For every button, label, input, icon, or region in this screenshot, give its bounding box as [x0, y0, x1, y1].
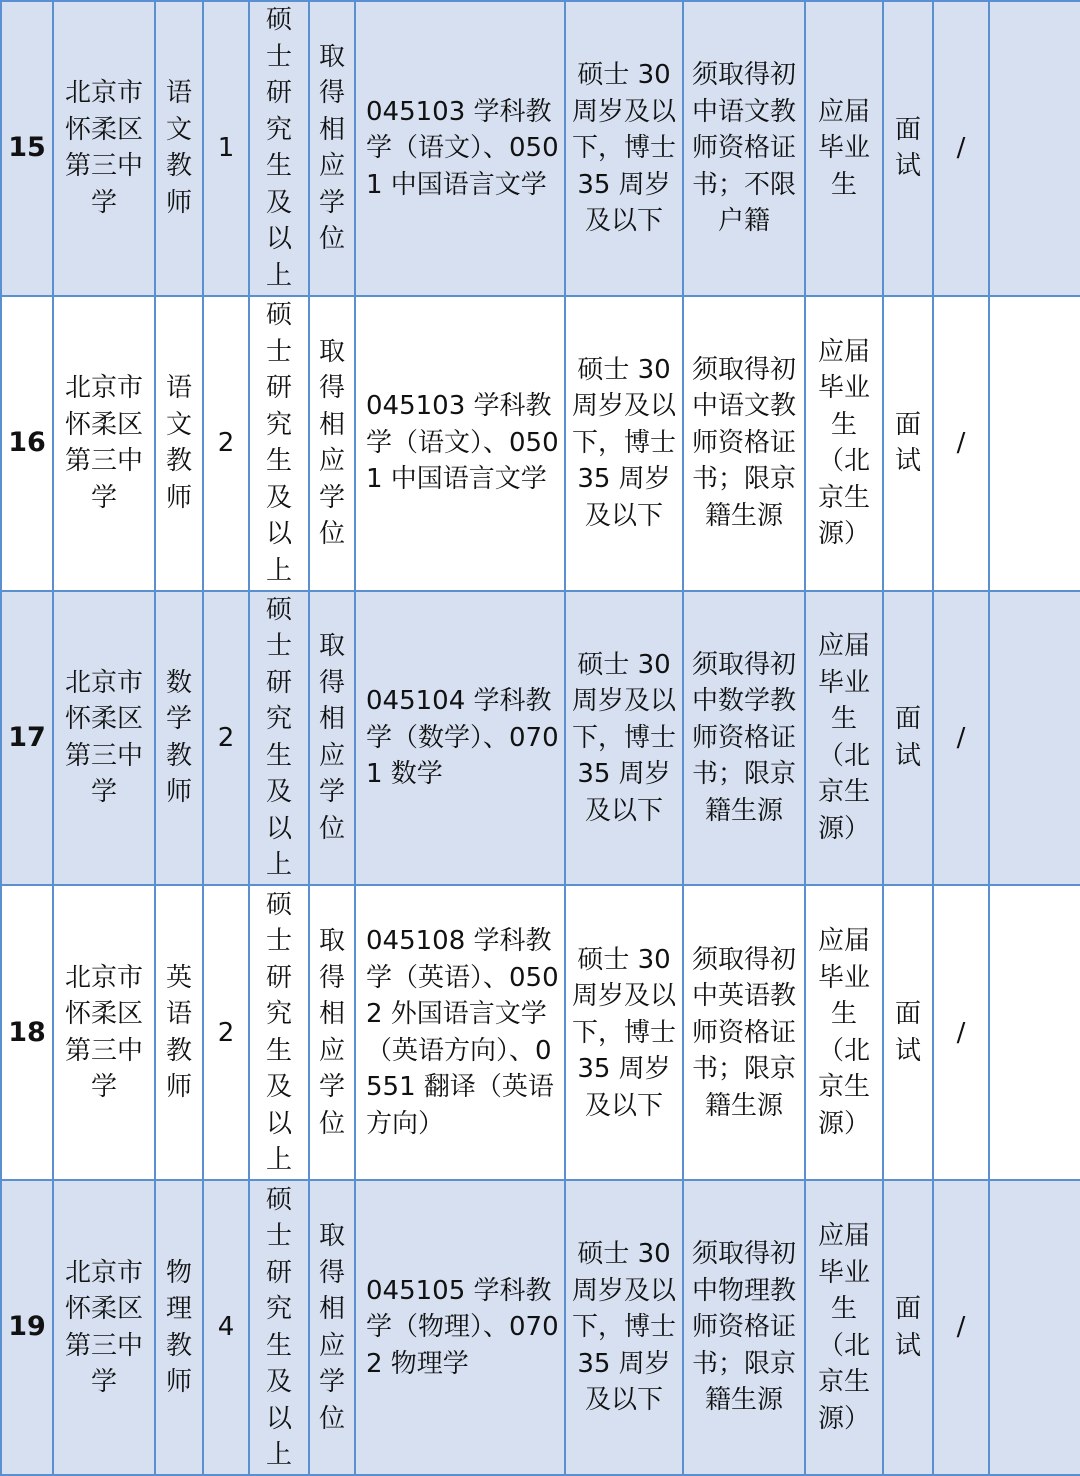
degree-requirement: 取得相应学位: [309, 885, 355, 1180]
row-number: 17: [1, 591, 53, 886]
age-requirement: 硕士 30 周岁及以下，博士 35 周岁及以下: [565, 885, 683, 1180]
position-name: 英语教师: [155, 885, 203, 1180]
major-requirement: 045105 学科教学（物理）、0702 物理学: [355, 1180, 565, 1475]
major-requirement: 045104 学科教学（数学）、0701 数学: [355, 591, 565, 886]
exam-method: 面试: [883, 885, 933, 1180]
education-requirement: 硕士研究生及以上: [249, 1, 309, 296]
hiring-count: 2: [203, 591, 249, 886]
position-name: 物理教师: [155, 1180, 203, 1475]
row-number: 15: [1, 1, 53, 296]
hiring-count: 2: [203, 885, 249, 1180]
degree-requirement: 取得相应学位: [309, 296, 355, 591]
note: /: [933, 1, 989, 296]
table-row: [1, 591, 1080, 886]
education-requirement: 硕士研究生及以上: [249, 885, 309, 1180]
target-applicants: 应届毕业生（北京生源）: [805, 1180, 883, 1475]
education-requirement: 硕士研究生及以上: [249, 296, 309, 591]
degree-requirement: 取得相应学位: [309, 1180, 355, 1475]
target-applicants: 应届毕业生（北京生源）: [805, 296, 883, 591]
table-row: [1, 296, 1080, 591]
other-requirement: 须取得初中英语教师资格证书；限京籍生源: [683, 885, 805, 1180]
note: /: [933, 885, 989, 1180]
note: /: [933, 296, 989, 591]
employer-unit: 北京市怀柔区第三中学: [53, 1180, 155, 1475]
note: /: [933, 591, 989, 886]
exam-method: 面试: [883, 1, 933, 296]
other-requirement: 须取得初中语文教师资格证书；不限户籍: [683, 1, 805, 296]
position-name: 语文教师: [155, 296, 203, 591]
other-requirement: 须取得初中物理教师资格证书；限京籍生源: [683, 1180, 805, 1475]
target-applicants: 应届毕业生（北京生源）: [805, 591, 883, 886]
row-number: 16: [1, 296, 53, 591]
hiring-count: 1: [203, 1, 249, 296]
age-requirement: 硕士 30 周岁及以下，博士 35 周岁及以下: [565, 1, 683, 296]
education-requirement: 硕士研究生及以上: [249, 591, 309, 886]
row-number: 18: [1, 885, 53, 1180]
table-row: [1, 1, 1080, 296]
empty-cell: [989, 1, 1080, 296]
target-applicants: 应届毕业生: [805, 1, 883, 296]
empty-cell: [989, 296, 1080, 591]
major-requirement: 045108 学科教学（英语）、0502 外国语言文学（英语方向）、0551 翻译（英语方向）: [355, 885, 565, 1180]
empty-cell: [989, 1180, 1080, 1475]
position-name: 语文教师: [155, 1, 203, 296]
employer-unit: 北京市怀柔区第三中学: [53, 296, 155, 591]
table-row: [1, 1180, 1080, 1475]
degree-requirement: 取得相应学位: [309, 1, 355, 296]
major-requirement: 045103 学科教学（语文）、0501 中国语言文学: [355, 296, 565, 591]
age-requirement: 硕士 30 周岁及以下，博士 35 周岁及以下: [565, 296, 683, 591]
hiring-count: 2: [203, 296, 249, 591]
education-requirement: 硕士研究生及以上: [249, 1180, 309, 1475]
other-requirement: 须取得初中语文教师资格证书；限京籍生源: [683, 296, 805, 591]
exam-method: 面试: [883, 1180, 933, 1475]
employer-unit: 北京市怀柔区第三中学: [53, 1, 155, 296]
table-row: [1, 885, 1080, 1180]
other-requirement: 须取得初中数学教师资格证书；限京籍生源: [683, 591, 805, 886]
exam-method: 面试: [883, 296, 933, 591]
note: /: [933, 1180, 989, 1475]
empty-cell: [989, 885, 1080, 1180]
position-name: 数学教师: [155, 591, 203, 886]
age-requirement: 硕士 30 周岁及以下，博士 35 周岁及以下: [565, 591, 683, 886]
employer-unit: 北京市怀柔区第三中学: [53, 591, 155, 886]
degree-requirement: 取得相应学位: [309, 591, 355, 886]
empty-cell: [989, 591, 1080, 886]
target-applicants: 应届毕业生（北京生源）: [805, 885, 883, 1180]
major-requirement: 045103 学科教学（语文）、0501 中国语言文学: [355, 1, 565, 296]
employer-unit: 北京市怀柔区第三中学: [53, 885, 155, 1180]
exam-method: 面试: [883, 591, 933, 886]
hiring-count: 4: [203, 1180, 249, 1475]
row-number: 19: [1, 1180, 53, 1475]
age-requirement: 硕士 30 周岁及以下，博士 35 周岁及以下: [565, 1180, 683, 1475]
